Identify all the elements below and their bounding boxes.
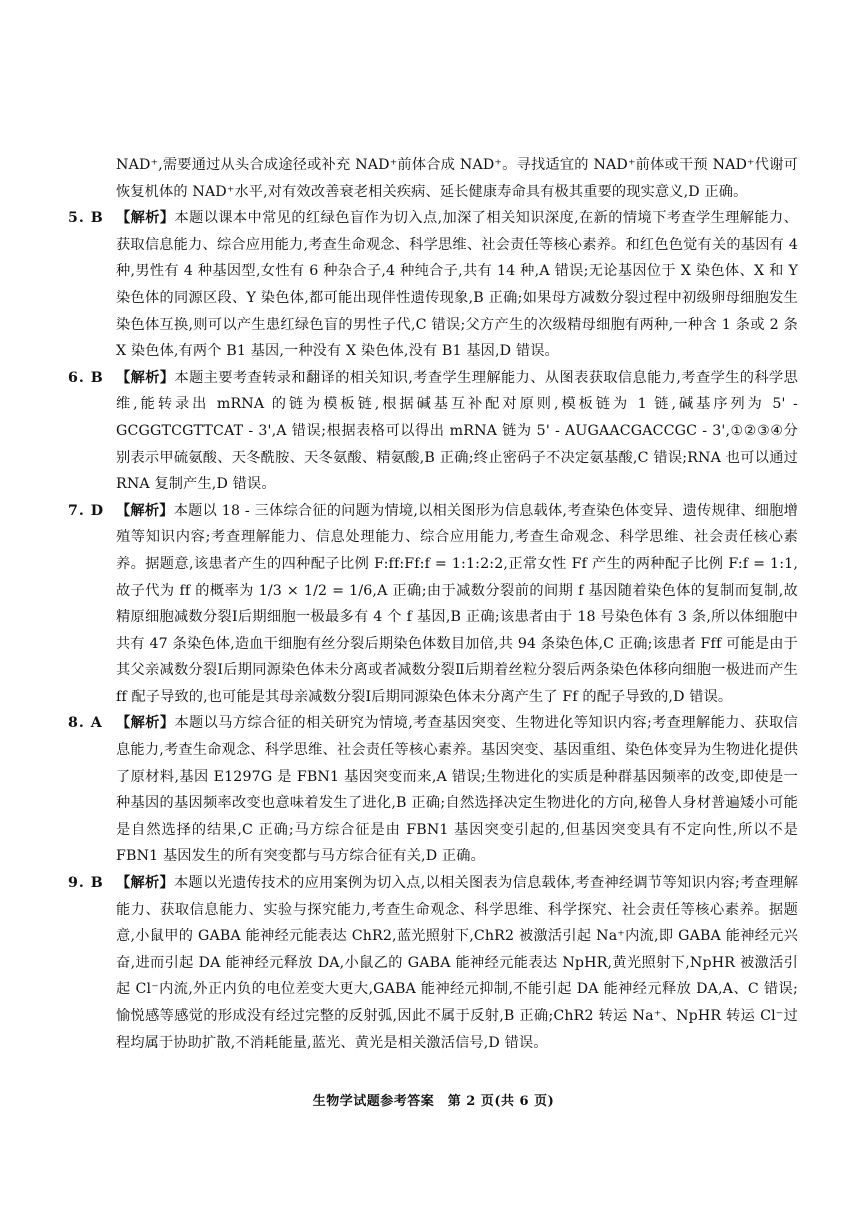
analysis-tag: 【解析】	[116, 502, 174, 519]
item-body	[116, 870, 798, 1056]
intro-paragraph: NAD⁺,需要通过从头合成途径或补充 NAD⁺前体合成 NAD⁺。寻找适宜的 NAD⁺前体或干预 NAD⁺代谢可恢复机体的 NAD⁺水平,对有效改善衰老相关疾病、延长健康寿命具有极其重要的现实意义,D 正确。	[116, 157, 798, 200]
answer-content	[68, 152, 798, 1056]
item-body	[116, 710, 798, 870]
analysis-text: 本题以光遗传技术的应用案例为切入点,以相关图表为信息载体,考查神经调节等知识内容;考查理解能力、获取信息能力、实验与探究能力,考查生命观念、科学思维、科学探究、社会责任等核心素养。据题意,小鼠甲的 GABA 能神经元能表达 ChR2,蓝光照射下,ChR2 被激活引起 Na⁺内流,即 GABA 能神经元兴奋,进而引起 DA 能神经元释放 DA,小鼠乙的 GABA 能神经元能表达 NpHR,黄光照射下,NpHR 被激活引起 Cl⁻内流,外正内负的电位差变大更大,GABA 能神经元抑制,不能引起 DA 能神经元释放 DA,A、C 错误;愉悦感等感觉的形成没有经过完整的反射弧,因此不属于反射,B 正确;ChR2 转运 Na⁺、NpHR 转运 Cl⁻过程均属于协助扩散,不消耗能量,蓝光、黄光是相关激活信号,D 错误。	[116, 875, 798, 1051]
analysis-text: 本题以 18 - 三体综合征的问题为情境,以相关图形为信息载体,考查染色体变异、遗传规律、细胞增殖等知识内容;考查理解能力、信息处理能力、综合应用能力,考查生命观念、科学思维、社会责任核心素养。据题意,该患者产生的四种配子比例 F:ff:Ff:f = 1:1:2:2,正常女性 Ff 产生的两种配子比例 F:f = 1:1,故子代为 ff 的概率为 1/3 × 1/2 = 1/6,A 正确;由于减数分裂前的间期 f 基因随着染色体的复制而复制,故精原细胞减数分裂Ⅰ后期细胞一极最多有 4 个 f 基因,B 正确;该患者由于 18 号染色体有 3 条,所以体细胞中共有 47 条染色体,造血干细胞有丝分裂后期染色体数目加倍,共 94 条染色体,C 正确;该患者 Fff 可能是由于其父亲减数分裂Ⅰ后期同源染色体未分离或者减数分裂Ⅱ后期着丝粒分裂后两条染色体移向细胞一极进而产生 ff 配子导致的,也可能是其母亲减数分裂Ⅰ后期同源染色体未分离产生了 Ff 的配子导致的,D 错误。	[116, 502, 798, 705]
item-body	[116, 498, 798, 711]
page-footer: 生物学试题参考答案 第 2 页(共 6 页)	[312, 1094, 555, 1109]
item-label: 7. D	[68, 502, 105, 519]
analysis-text: 本题主要考查转录和翻译的相关知识,考查学生理解能力、从图表获取信息能力,考查学生的科学思维,能转录出 mRNA 的链为模板链,根据碱基互补配对原则,模板链为 1 链,碱基序列为 5' - GCGGTCGTTCAT - 3',A 错误;根据表格可以得出 mRNA 链为 5' - AUGAACGACCGC - 3',①②③④分别表示甲硫氨酸、天冬酰胺、天冬氨酸、精氨酸,B 正确;终止密码子不决定氨基酸,C 错误;RNA 也可以通过 RNA 复制产生,D 错误。	[116, 369, 798, 493]
answer-item-6	[68, 365, 798, 498]
item-label: 5. B	[68, 210, 104, 227]
answer-item-9	[68, 870, 798, 1056]
item-body	[116, 365, 798, 498]
item-label: 8. A	[68, 715, 103, 732]
analysis-text: 本题以课本中常见的红绿色盲作为切入点,加深了相关知识深度,在新的情境下考查学生理解能力、获取信息能力、综合应用能力,考查生命观念、科学思维、社会责任等核心素养。和红色色觉有关的基因有 4 种,男性有 4 种基因型,女性有 6 种杂合子,4 种纯合子,共有 14 种,A 错误;无论基因位于 X 染色体、X 和 Y 染色体的同源区段、Y 染色体,都可能出现伴性遗传现象,B 正确;如果母方减数分裂过程中初级卵母细胞发生染色体互换,则可以产生患红绿色盲的男性子代,C 错误;父方产生的次级精母细胞有两种,一种含 1 条或 2 条 X 染色体,有两个 B1 基因,一种没有 X 染色体,没有 B1 基因,D 错误。	[116, 210, 798, 360]
analysis-text: 本题以马方综合征的相关研究为情境,考查基因突变、生物进化等知识内容;考查理解能力、获取信息能力,考查生命观念、科学思维、社会责任等核心素养。基因突变、基因重组、染色体变异为生物进化提供了原材料,基因 E1297G 是 FBN1 基因突变而来,A 错误;生物进化的实质是种群基因频率的改变,即使是一种基因的基因频率改变也意味着发生了进化,B 正确;自然选择决定生物进化的方向,秘鲁人身材普遍矮小可能是自然选择的结果,C 正确;马方综合征是由 FBN1 基因突变引起的,但基因突变具有不定向性,所以不是 FBN1 基因发生的所有突变都与马方综合征有关,D 正确。	[116, 715, 798, 865]
analysis-tag: 【解析】	[116, 715, 175, 732]
answer-item-8	[68, 710, 798, 870]
answer-item-5	[68, 205, 798, 365]
analysis-tag: 【解析】	[116, 875, 175, 892]
item-body	[116, 205, 798, 365]
item-label: 9. B	[68, 875, 104, 892]
analysis-tag: 【解析】	[116, 369, 175, 386]
item-label: 6. B	[68, 369, 104, 386]
answer-item-7	[68, 498, 798, 711]
analysis-tag: 【解析】	[116, 210, 175, 227]
